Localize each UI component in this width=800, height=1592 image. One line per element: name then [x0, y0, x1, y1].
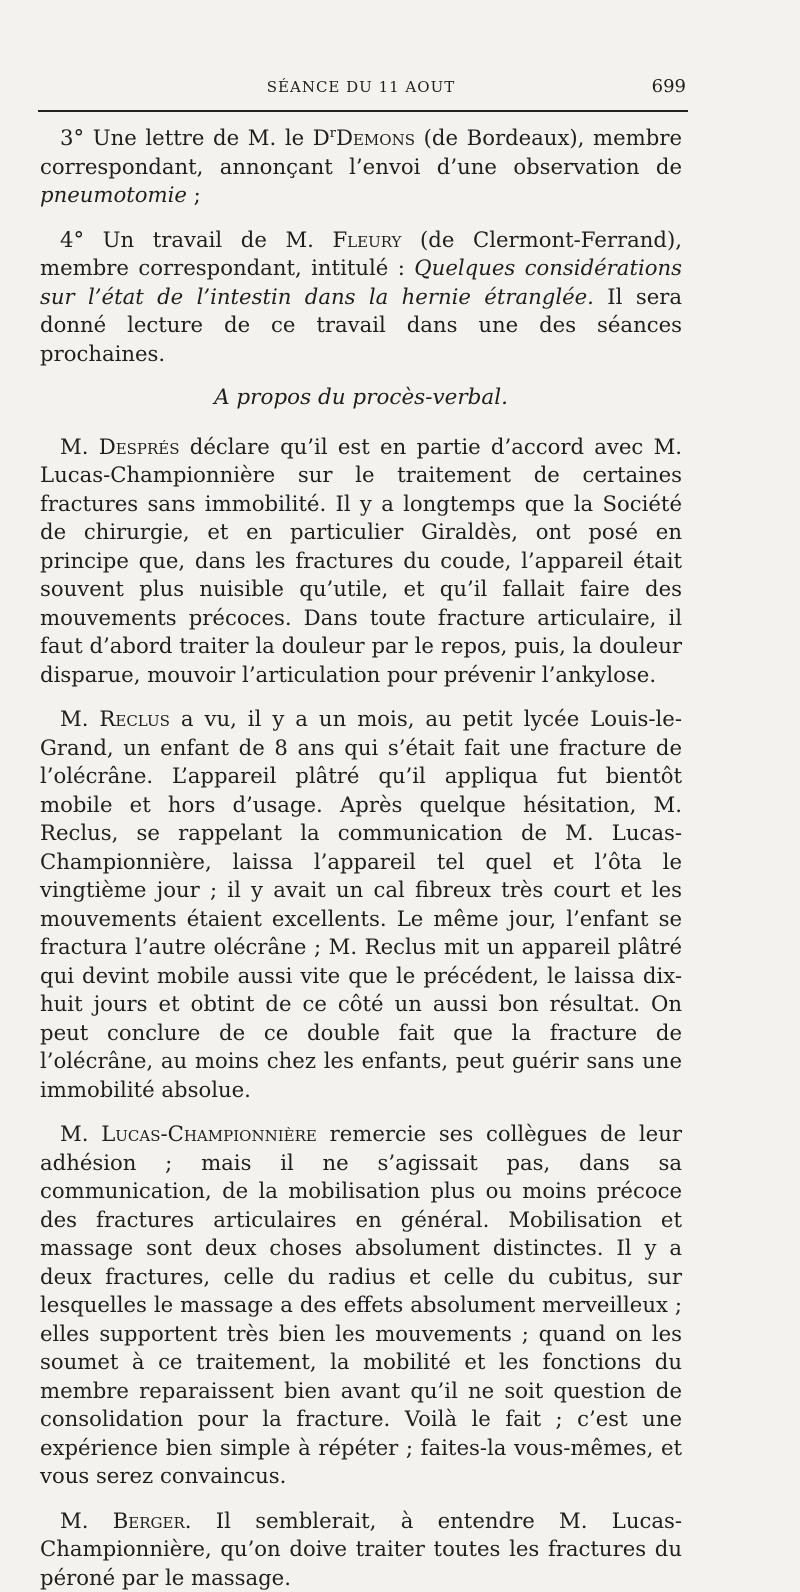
paragraph-berger: M. Berger. Il semblerait, à entendre M. Lucas-Championnière, qu’on doive traiter toutes les fractures du péroné par le massage. — [40, 1507, 682, 1590]
speaker-name: Reclus — [99, 706, 170, 732]
paragraph-reclus: M. Reclus a vu, il y a un mois, au petit lycée Louis-le-Grand, un enfant de 8 ans qui s’était fait une fracture de l’olécrâne. L’appareil plâtré qu’il appliqua fut bientôt mobile et hors d’usage. Après quelque hésitation, M. Reclus, se rappelant la communication de M. Lucas-Championnière, laissa l’appareil tel quel et l’ôta le vingtième jour ; il y avait un cal fibreux très court et les mouvements étaient excellents. Le même jour, l’enfant se fractura l’autre olécrâne ; M. Reclus mit un appareil plâtré qui devint mobile aussi vite que le précédent, le laissa dix-huit jours et obtint de ce côté un aussi bon résultat. On peut conclure de ce double fait que la fracture de l’olécrâne, au moins chez les enfants, peut guérir sans une immobilité absolue. — [40, 706, 682, 1102]
speaker-name: Després — [98, 433, 180, 459]
paragraph-item-4: 4° Un travail de M. Fleury (de Clermont-Ferrand), membre correspondant, intitulé : Quelques considérations sur l’état de l’intestin dans la hernie étranglée. Il sera donné lecture de ce travail dans une des séances prochaines. — [40, 226, 683, 366]
page-header — [36, 74, 686, 102]
running-head: SÉANCE DU 11 AOUT — [266, 78, 456, 96]
paragraph-item-3: 3° Une lettre de M. le $D^rDemons$ (de Bordeaux), membre correspondant, annonçant l’envoi d’une observation de pneumotomie ; — [40, 125, 682, 208]
section-title: A propos du procès-verbal. — [214, 385, 508, 411]
speaker-name: Berger — [112, 1507, 185, 1533]
speaker-name: Lucas-Championnière — [101, 1121, 317, 1147]
paragraph-lucas-championniere: M. Lucas-Championnière remercie ses collègues de leur adhésion ; mais il ne s’agissait pas, dans sa communication, de la mobilisation plus ou moins précoce des fractures articulaires en général. Mobilisation et massage sont deux choses absolument distinctes. Il y a deux fractures, celle du radius et celle du cubitus, sur lesquelles le massage a des effets absolument merveilleux ; elles supportent très bien les mouvements ; quand on les soumet à ce traitement, la mobilité et les fonctions du membre reparaissent bien avant qu’il ne soit question de consolidation pour la fracture. Voilà le fait ; c’est une expérience bien simple à répéter ; faites-la vous-mêmes, et vous serez convaincus. — [40, 1121, 682, 1489]
author-name: Demons — [335, 125, 415, 151]
header-rule — [38, 110, 688, 112]
paragraph-despres: M. Després déclare qu’il est en partie d’accord avec M. Lucas-Championnière sur le traitement de certaines fractures sans immobilité. Il y a longtemps que la Société de chirurgie, et en particulier Giraldès, ont posé en principe que, dans les fractures du coude, l’appareil était souvent plus nuisible qu’utile, et qu’il fallait faire des mouvements précoces. Dans toute fracture articulaire, il faut d’abord traiter la douleur par le repos, puis, la douleur disparue, mouvoir l’articulation pour prévenir l’ankylose. — [40, 433, 682, 687]
page-number: 699 — [651, 76, 686, 97]
page-body — [40, 120, 682, 1592]
author-name: Fleury — [332, 226, 402, 252]
